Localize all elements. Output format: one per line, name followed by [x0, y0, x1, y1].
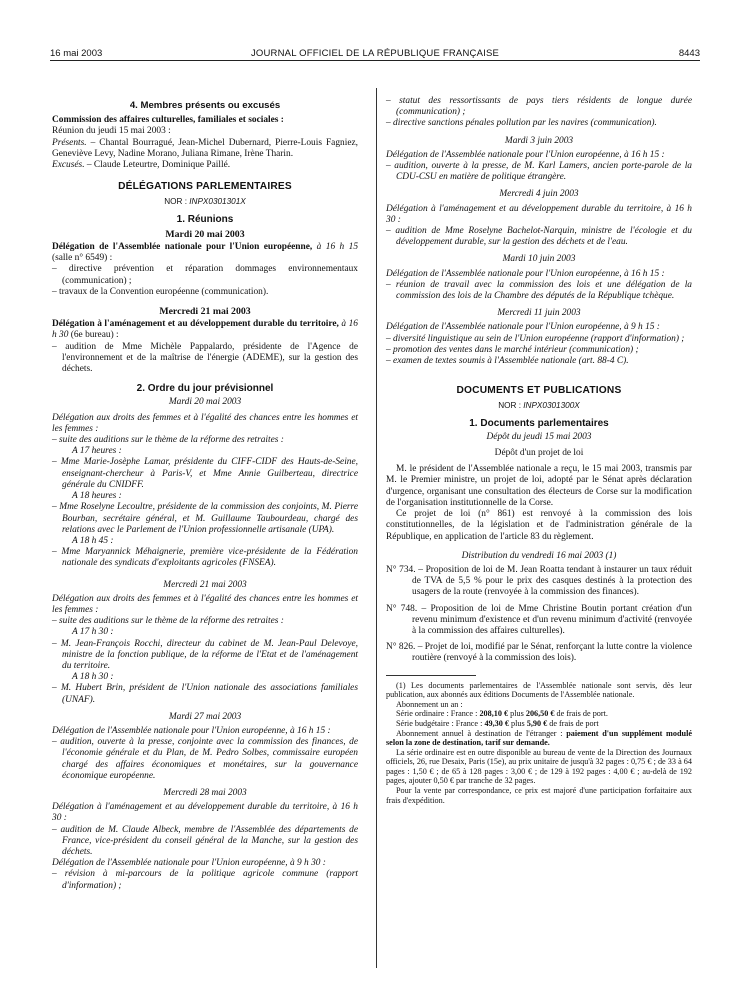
column-divider	[376, 88, 377, 968]
header-page-number: 8443	[678, 48, 700, 59]
time-slot: A 18 heures :	[72, 491, 122, 502]
section-title: 4. Membres présents ou excusés	[129, 100, 281, 111]
delegation-heading: Délégation de l'Assemblée nationale pour l'Union européenne, à 16 h 15 :	[386, 149, 665, 160]
list-item: – réunion de travail avec la commission des lois et une délégation de la commission des lois de la Chambre des députés de la République tchèque.	[386, 279, 692, 302]
delegations-heading: DÉLÉGATIONS PARLEMENTAIRES	[118, 181, 292, 193]
list-item: – diversité linguistique au sein de l'Union européenne (rapport d'information) ;	[386, 333, 685, 344]
left-column	[52, 98, 358, 892]
depot-title: Dépôt d'un projet de loi	[494, 448, 584, 459]
header-rule	[50, 60, 700, 61]
commission-name: Commission des affaires culturelles, familiales et sociales :	[52, 115, 284, 126]
agenda-date: Mercredi 21 mai 2003	[163, 579, 247, 590]
list-item: – Mme Marie-Josèphe Lamar, présidente du CIFF-CIDF des Hauts-de-Seine, enseignant-chercheur à Paris-V, et Mme Annie Guilberteau, directrice générale du CNIDFF.	[52, 457, 358, 490]
delegation-heading: Délégation de l'Assemblée nationale pour l'Union européenne, à 9 h 30 :	[52, 858, 326, 869]
agenda-date: Mardi 27 mai 2003	[168, 711, 242, 722]
agenda-date: Mardi 20 mai 2003	[168, 397, 242, 408]
agenda-date: Mardi 10 juin 2003	[502, 254, 576, 265]
header-date: 16 mai 2003	[50, 48, 103, 59]
list-item: – audition, ouverte à la presse, conjointe avec la commission des finances, de l'économie générale et du Plan, de M. Pedro Solbes, commissaire européen chargé des affaires économiques et monétaires, sur la gouvernance économique européenne.	[52, 737, 358, 781]
list-item: – M. Hubert Brin, président de l'Union nationale des associations familiales (UNAF).	[52, 683, 358, 705]
footnote-text: La série ordinaire est en outre disponible au bureau de vente de la Direction des Journaux officiels, 26, rue Desaix, Paris (15e), au prix unitaire de jusqu'à 32 pages : 0,75 € ; de 33 à 64 pages : 1,50 € ; de 65 à 128 pages : 3,00 € ; de 129 à 192 pages : 4,00 € ; au-delà de 192 pages, ajouter 0,50 € par tranche de 32 pages.	[386, 747, 692, 786]
list-item: – promotion des ventes dans le marché intérieur (communication) ;	[386, 344, 639, 355]
list-item: – suite des auditions sur le thème de la réforme des retraites :	[52, 435, 284, 446]
time-slot: A 17 heures :	[72, 446, 122, 457]
time-slot: A 18 h 30 :	[72, 672, 114, 683]
footnote-text: Abonnement un an :	[396, 699, 463, 709]
document-entry: N° 734. – Proposition de loi de M. Jean Roatta tendant à instaurer un taux réduit de TVA de 5,5 % pour le prix des casques destinés à la protection des usagers de la route (renvoyée à la commission des finances).	[386, 564, 692, 598]
documents-heading: DOCUMENTS ET PUBLICATIONS	[456, 385, 622, 397]
list-item: – audition de Mme Roselyne Bachelot-Narquin, ministre de l'écologie et du développement durable, sur la gestion des déchets et de l'eau.	[386, 226, 692, 248]
delegation-heading: Délégation aux droits des femmes et à l'égalité des chances entre les hommes et les femmes :	[52, 593, 358, 615]
list-item: – audition de M. Claude Albeck, membre de l'Assemblée des départements de France, vice-président du conseil général de la Manche, sur la gestion des déchets.	[52, 824, 358, 857]
agenda-date: Mardi 3 juin 2003	[504, 135, 574, 146]
list-item: – statut des ressortissants de pays tiers résidents de longue durée (communication) ;	[386, 96, 692, 118]
delegation-heading: Délégation à l'aménagement et au développement durable du territoire, à 16 h 30 (6e bureau) :	[52, 319, 358, 341]
ordre-heading: 2. Ordre du jour prévisionnel	[136, 383, 274, 395]
footnote-text: (1) Les documents parlementaires de l'Assemblée nationale sont servis, dès leur publication, aux abonnés aux éditions Documents de l'Assemblée nationale.	[386, 680, 692, 700]
delegation-heading: Délégation à l'aménagement et au développement durable du territoire, à 16 h 30 :	[386, 203, 692, 225]
list-item: – suite des auditions sur le thème de la réforme des retraites :	[52, 616, 284, 627]
document-entry: N° 826. – Projet de loi, modifié par le Sénat, renforçant la lutte contre la violence routière (renvoyé à la commission des lois).	[386, 642, 692, 664]
list-item: – examen de textes soumis à l'Assemblée nationale (art. 88-4 C).	[386, 356, 629, 367]
meeting-date-heading: Mercredi 21 mai 2003	[159, 306, 251, 318]
agenda-date: Mercredi 11 juin 2003	[497, 308, 581, 319]
list-item: – directive sanctions pénales pollution par les navires (communication).	[386, 118, 657, 129]
delegation-heading: Délégation à l'aménagement et au développement durable du territoire, à 16 h 30 :	[52, 802, 358, 824]
agenda-date: Mercredi 4 juin 2003	[499, 189, 579, 200]
nor-reference: NOR : INPX0301300X	[498, 401, 580, 411]
list-item: – travaux de la Convention européenne (communication).	[52, 286, 269, 297]
delegation-heading: Délégation aux droits des femmes et à l'égalité des chances entre les hommes et les femmes :	[52, 412, 358, 434]
list-item: – révision à mi-parcours de la politique agricole commune (rapport d'information) ;	[52, 869, 358, 891]
depot-date: Dépôt du jeudi 15 mai 2003	[486, 431, 592, 442]
list-item: – Mme Maryannick Méhaignerie, première vice-présidente de la Fédération nationale des syndicats d'exploitants agricoles (FNSEA).	[52, 547, 358, 569]
delegation-heading: Délégation de l'Assemblée nationale pour l'Union européenne, à 16 h 15 :	[386, 268, 665, 279]
delegation-heading: Délégation de l'Assemblée nationale pour l'Union européenne, à 9 h 15 :	[386, 322, 660, 333]
delegation-heading: Délégation de l'Assemblée nationale pour l'Union européenne, à 16 h 15 :	[52, 725, 331, 736]
list-item: – audition de Mme Michèle Pappalardo, présidente de l'Agence de l'environnement et de la maîtrise de l'énergie (ADEME), sur la gestion des déchets.	[52, 341, 358, 375]
document-entry: N° 748. – Proposition de loi de Mme Christine Boutin portant création d'un revenu minimum d'existence et d'un revenu minimum d'activité (renvoyée à la commission des affaires culturelles).	[386, 603, 692, 636]
footnote-text: Série budgétaire : France : 49,30 € plus 5,90 € de frais de port	[396, 718, 599, 728]
present-list: Présents. – Chantal Bourragué, Jean-Michel Dubernard, Pierre-Louis Fagniez, Geneviève Levy, Nadine Morano, Juliana Rimane, Irène Tharin.	[52, 137, 358, 159]
reunions-heading: 1. Réunions	[176, 213, 234, 225]
page-header	[50, 46, 700, 60]
meeting-date-heading: Mardi 20 mai 2003	[165, 228, 245, 240]
list-item: – M. Jean-François Rocchi, directeur du cabinet de M. Jean-Paul Delevoye, ministre de la fonction publique, de la réforme de l'Etat et de l'aménagement du territoire.	[52, 638, 358, 671]
paragraph: Ce projet de loi (n° 861) est renvoyé à la commission des lois constitutionnelles, de la législation et de l'administration générale de la République, en application de l'article 83 du règlement.	[386, 509, 692, 542]
time-slot: A 18 h 45 :	[72, 535, 114, 546]
time-slot: A 17 h 30 :	[72, 627, 114, 638]
list-item: – audition, ouverte à la presse, de M. Karl Lamers, ancien porte-parole de la CDU-CSU en matière de politique étrangère.	[386, 161, 692, 183]
list-item: – Mme Roselyne Lecoultre, présidente de la commission des conjoints, M. Pierre Bourban, secrétaire général, et M. Guillaume Taubourdeau, chargé des relations avec le Parlement de l'Union professionnelle artisanale (UPA).	[52, 502, 358, 535]
distribution-title: Distribution du vendredi 16 mai 2003 (1)	[461, 550, 617, 561]
footnote	[386, 681, 692, 806]
paragraph: M. le président de l'Assemblée nationale a reçu, le 15 mai 2003, transmis par M. le Premier ministre, un projet de loi, adopté par le Sénat après déclaration d'urgence, organisant une consultation des électeurs de Corse sur la modification de l'organisation institutionnelle de la Corse.	[386, 464, 692, 508]
agenda-date: Mercredi 28 mai 2003	[163, 787, 247, 798]
footnote-rule	[386, 675, 476, 676]
footnote-text: Pour la vente par correspondance, ce prix est majoré d'une participation forfaitaire aux frais d'expédition.	[386, 786, 692, 805]
right-column	[386, 96, 692, 805]
list-item: – directive prévention et réparation dommages environnementaux (communication) ;	[52, 264, 358, 286]
excused-list: Excusés. – Claude Leteurtre, Dominique Paillé.	[52, 160, 231, 171]
meeting-date: Réunion du jeudi 15 mai 2003 :	[52, 126, 171, 137]
nor-reference: NOR : INPX0301301X	[164, 197, 246, 207]
header-title: JOURNAL OFFICIEL DE LA RÉPUBLIQUE FRANÇAISE	[250, 48, 500, 59]
footnote-text: Série ordinaire : France : 208,10 € plus 206,50 € de frais de port.	[396, 709, 608, 719]
documents-subheading: 1. Documents parlementaires	[469, 417, 609, 429]
footnote-text: Abonnement annuel à destination de l'étranger : paiement d'un supplément modulé selon la zone de destination, tarif sur demande.	[386, 728, 692, 748]
delegation-heading: Délégation de l'Assemblée nationale pour l'Union européenne, à 16 h 15 (salle n° 6549) :	[52, 242, 359, 264]
